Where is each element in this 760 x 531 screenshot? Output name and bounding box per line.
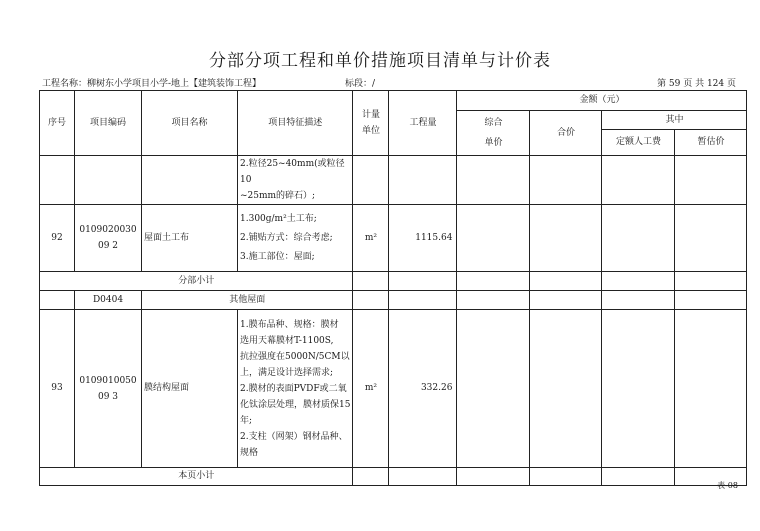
page-number: 第 59 页 共 124 页 bbox=[657, 79, 736, 89]
form-number: 表-08 bbox=[717, 481, 738, 490]
row-code: 010901005009 3 bbox=[75, 310, 142, 468]
row-desc-line: 2.膜材的表面PVDF或二氧 bbox=[240, 383, 347, 394]
bill-table bbox=[39, 90, 747, 486]
row-desc-line: 3.施工部位：屋面; bbox=[240, 252, 315, 262]
row-desc-line: 上，满足设计选择需求; bbox=[240, 367, 334, 378]
table-row bbox=[40, 310, 747, 468]
row-desc-line: 2.铺贴方式：综合考虑; bbox=[240, 233, 333, 243]
header-qty: 工程量 bbox=[389, 91, 457, 156]
row-desc bbox=[238, 310, 353, 468]
row-desc-line: 年; bbox=[240, 415, 253, 426]
page-subtotal: 本页小计 bbox=[40, 468, 353, 486]
row-qty: 332.26 bbox=[389, 310, 457, 468]
row-name: 屋面土工布 bbox=[142, 205, 238, 272]
row-code: 010902003009 2 bbox=[75, 205, 142, 272]
header-seq: 序号 bbox=[40, 91, 75, 156]
header-provisional: 暂估价 bbox=[675, 130, 747, 156]
page-title: 分部分项工程和单价措施项目清单与计价表 bbox=[209, 51, 551, 71]
header-unit-price: 综合单价 bbox=[457, 111, 530, 156]
row-desc-line: 规格 bbox=[240, 447, 259, 458]
header-name: 项目名称 bbox=[142, 91, 238, 156]
header-of-which: 其中 bbox=[602, 111, 747, 130]
row-unit: m² bbox=[353, 205, 389, 272]
row-desc-line: 1.膜布品种、规格：膜材 bbox=[240, 319, 339, 330]
header-total: 合价 bbox=[530, 111, 602, 156]
group-code: D0404 bbox=[75, 291, 142, 310]
section-label: 标段：/ bbox=[345, 79, 376, 89]
cont-desc bbox=[238, 156, 353, 205]
section-subtotal: 分部小计 bbox=[40, 272, 353, 291]
header-code: 项目编码 bbox=[75, 91, 142, 156]
header-amount: 金额（元） bbox=[457, 91, 747, 111]
row-desc bbox=[238, 205, 353, 272]
row-seq: 92 bbox=[40, 205, 75, 272]
group-name: 其他屋面 bbox=[142, 291, 353, 310]
cont-desc-line: 2.粒径25~40mm(或粒径10 bbox=[240, 159, 345, 185]
row-unit: m² bbox=[353, 310, 389, 468]
header-labor: 定额人工费 bbox=[602, 130, 675, 156]
row-desc-line: 1.300g/m²土工布; bbox=[240, 214, 317, 224]
row-desc-line: 2.支柱（网架）钢材品种、 bbox=[240, 431, 348, 442]
row-desc-line: 抗拉强度在5000N/5CM以 bbox=[240, 351, 350, 362]
row-seq: 93 bbox=[40, 310, 75, 468]
header-desc: 项目特征描述 bbox=[238, 91, 353, 156]
header-unit: 计量单位 bbox=[353, 91, 389, 156]
project-name: 工程名称：柳树东小学项目小学-地上【建筑装饰工程】 bbox=[42, 79, 262, 89]
row-name: 膜结构屋面 bbox=[142, 310, 238, 468]
row-desc-line: 化钛涂层处理，膜材质保15 bbox=[240, 399, 351, 410]
table-row bbox=[40, 205, 747, 272]
row-desc-line: 选用天幕膜材T-1100S, bbox=[240, 335, 334, 346]
row-qty: 1115.64 bbox=[389, 205, 457, 272]
cont-desc-line: ~25mm的碎石）; bbox=[240, 191, 316, 201]
